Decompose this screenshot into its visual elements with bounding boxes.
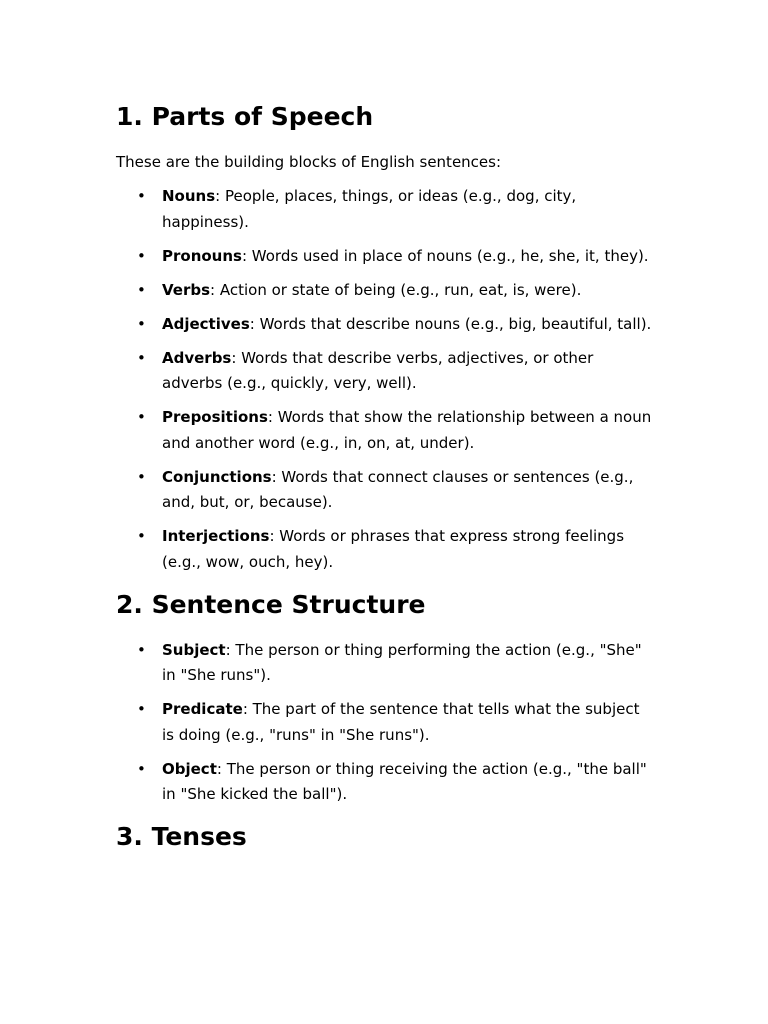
term-label: Verbs: [162, 280, 211, 299]
list-item: [116, 465, 656, 516]
term-label: Nouns: [162, 187, 216, 205]
section-heading-parts-of-speech: 1. Parts of Speech: [116, 102, 374, 131]
term-label: Predicate: [162, 700, 243, 718]
parts-of-speech-list: [116, 184, 656, 575]
term-label: Object: [162, 759, 217, 778]
term-description: : The person or thing receiving the action (e.g., "the ball" in "She kicked the ball").: [162, 759, 647, 803]
term-description: : Words that show the relationship between a noun and another word (e.g., in, on, at, under).: [162, 408, 652, 452]
term-label: Adverbs: [162, 348, 232, 367]
list-item: [116, 312, 656, 338]
list-item: [116, 244, 656, 270]
term-description: : Words that describe nouns (e.g., big, beautiful, tall).: [249, 314, 652, 333]
term-label: Conjunctions: [162, 467, 272, 486]
list-item: [116, 346, 656, 397]
term-description: : People, places, things, or ideas (e.g., dog, city, happiness).: [162, 187, 577, 231]
term-label: Pronouns: [162, 246, 242, 265]
sentence-structure-list: [116, 638, 656, 808]
list-item: [116, 757, 656, 808]
list-item: [116, 184, 656, 235]
list-item: [116, 697, 656, 748]
list-item: [116, 638, 656, 689]
term-description: : Words that connect clauses or sentences (e.g., and, but, or, because).: [162, 467, 634, 511]
term-label: Subject: [162, 640, 226, 659]
list-item: [116, 405, 656, 456]
list-item: [116, 524, 656, 575]
term-description: : Words that describe verbs, adjectives, or other adverbs (e.g., quickly, very, well).: [162, 348, 594, 392]
section-heading-sentence-structure: 2. Sentence Structure: [116, 589, 426, 619]
term-label: Prepositions: [162, 408, 268, 426]
document-page: [116, 96, 656, 858]
term-description: : Action or state of being (e.g., run, eat, is, were).: [210, 280, 582, 299]
section-heading-tenses: 3. Tenses: [116, 822, 247, 851]
list-item: [116, 278, 656, 304]
term-description: : Words or phrases that express strong feelings (e.g., wow, ouch, hey).: [162, 527, 625, 571]
section-intro: These are the building blocks of English sentences:: [116, 153, 502, 171]
term-label: Adjectives: [162, 314, 250, 333]
term-description: : The person or thing performing the action (e.g., "She" in "She runs").: [162, 640, 642, 684]
term-label: Interjections: [162, 527, 270, 545]
term-description: : The part of the sentence that tells what the subject is doing (e.g., "runs" in "She runs").: [162, 700, 640, 744]
term-description: : Words used in place of nouns (e.g., he, she, it, they).: [241, 246, 649, 265]
